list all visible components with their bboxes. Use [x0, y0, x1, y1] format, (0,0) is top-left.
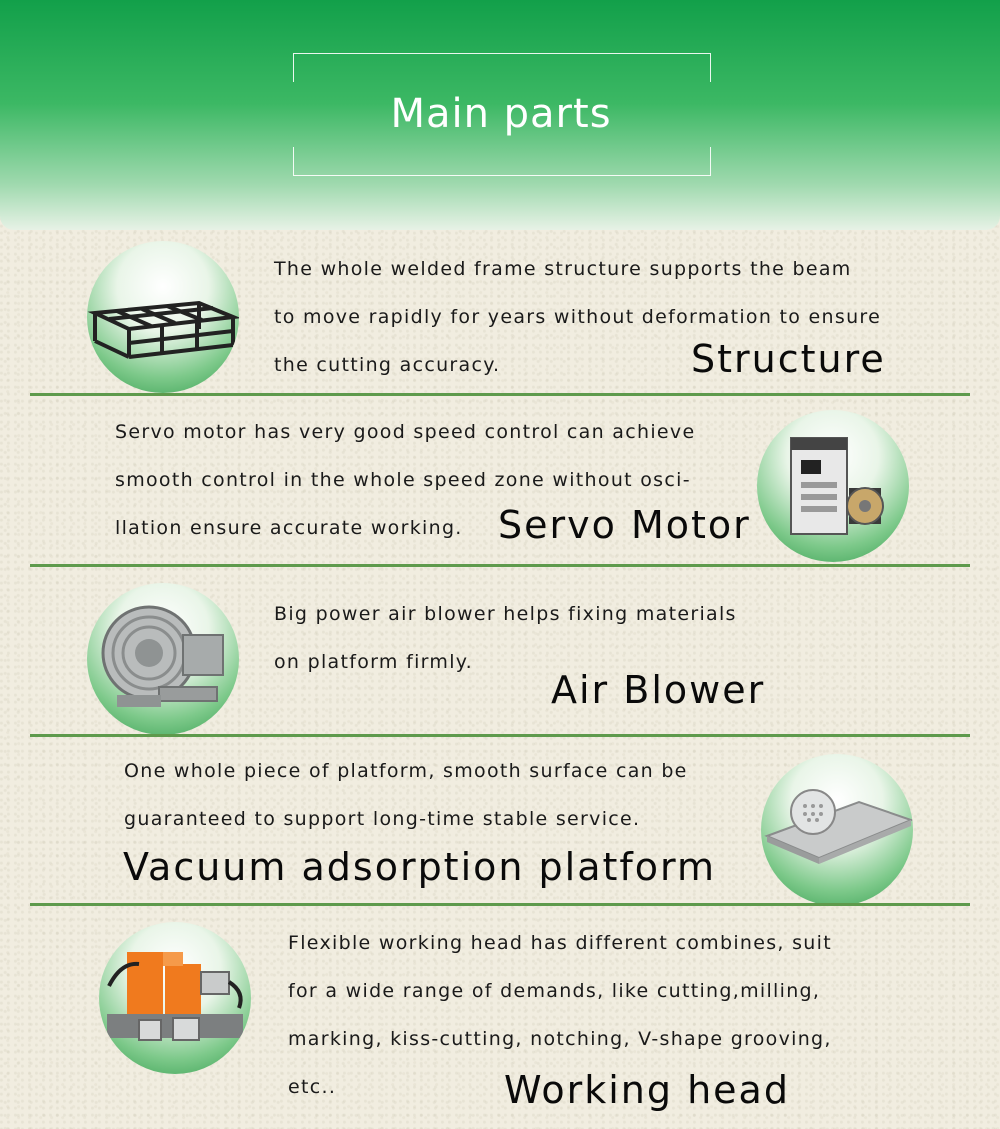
description-line: guaranteed to support long-time stable service.: [124, 808, 641, 830]
description-line: on platform firmly.: [274, 651, 473, 673]
air-blower-icon: [87, 583, 239, 735]
working-head-icon: [99, 922, 251, 1074]
description-line: Flexible working head has different combines, suit: [288, 932, 832, 954]
title-frame: [293, 53, 709, 176]
section-divider: [30, 903, 970, 906]
description-line: smooth control in the whole speed zone without osci-: [115, 469, 691, 491]
header-banner: [0, 0, 1000, 230]
air-blower-heading: Air Blower: [551, 668, 766, 712]
description-line: One whole piece of platform, smooth surface can be: [124, 760, 688, 782]
page-title: Main parts: [390, 91, 612, 137]
description-line: llation ensure accurate working.: [115, 517, 463, 539]
vacuum-platform-heading: Vacuum adsorption platform: [123, 845, 717, 889]
structure-heading: Structure: [691, 337, 886, 381]
description-line: the cutting accuracy.: [274, 354, 501, 376]
description-line: to move rapidly for years without deformation to ensure: [274, 306, 882, 328]
section-divider: [30, 564, 970, 567]
description-line: marking, kiss-cutting, notching, V-shape grooving,: [288, 1028, 832, 1050]
section-divider: [30, 734, 970, 737]
description-line: for a wide range of demands, like cutting,milling,: [288, 980, 821, 1002]
vacuum-platform-icon: [761, 754, 913, 906]
working-head-heading: Working head: [504, 1068, 790, 1112]
servo-motor-heading: Servo Motor: [498, 503, 751, 547]
description-line: The whole welded frame structure supports the beam: [274, 258, 852, 280]
description-line: Servo motor has very good speed control can achieve: [115, 421, 696, 443]
servo-motor-icon: [757, 410, 909, 562]
section-divider: [30, 393, 970, 396]
description-line: etc..: [288, 1076, 337, 1098]
frame-structure-icon: [87, 241, 239, 393]
vacuum-platform-description: [124, 747, 688, 843]
description-line: Big power air blower helps fixing materials: [274, 603, 737, 625]
